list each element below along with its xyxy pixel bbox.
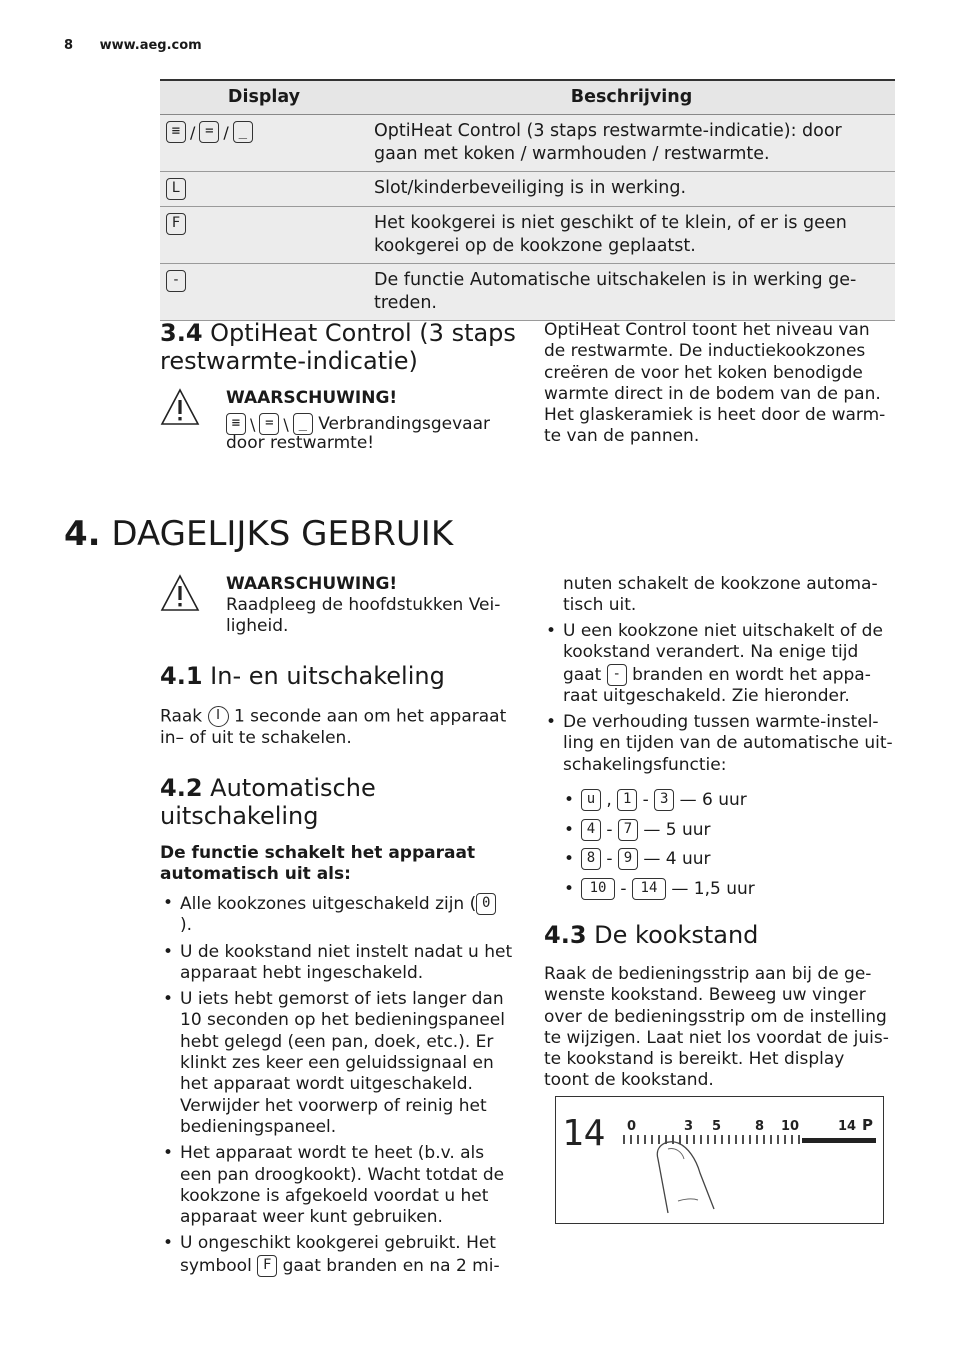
col-header-desc: Beschrijving xyxy=(368,80,895,114)
heat-high-icon: ≡ xyxy=(166,121,186,143)
site-url[interactable]: www.aeg.com xyxy=(99,38,202,53)
list-item: • Het apparaat wordt te heet (b.v. als een pan droogkookt). Wacht totdat de kookzone is afgekoeld voordat u het apparaat weer kunt gebruiken. xyxy=(162,1143,518,1228)
warning-triangle-icon xyxy=(160,574,200,612)
heat-mid-icon: = xyxy=(199,121,219,143)
control-strip-illustration xyxy=(555,1096,884,1224)
fingernail xyxy=(668,1148,684,1159)
row-description: Slot/kinderbeveiliging is in werking. xyxy=(368,171,895,206)
list-item: • U ongeschikt kookgerei gebruikt. Het symbool F gaat branden en na 2 mi- xyxy=(162,1233,518,1277)
row-description: De functie Automatische uitschakelen is in werking ge-treden. xyxy=(368,263,895,320)
list-item: • De verhouding tussen warmte-instel-ling en tijden van de automatische uit-schakelingsfunctie: xyxy=(545,712,895,776)
slider-ticks xyxy=(624,1135,799,1144)
heat-mid-icon: = xyxy=(259,413,279,435)
list-item: • U de kookstand niet instelt nadat u het apparaat hebt ingeschakeld. xyxy=(162,942,518,985)
warning-title: WAARSCHUWING! xyxy=(226,388,398,408)
display-table xyxy=(160,79,895,321)
chapter-heading: 4. DAGELIJKS GEBRUIK xyxy=(64,514,454,554)
page-number: 8 xyxy=(64,38,74,53)
list-item: • Alle kookzones uitgeschakeld zijn ( 0 ). xyxy=(162,893,518,937)
timing-item: • u , 1 - 3 — 6 uur xyxy=(563,786,883,816)
warning-text: Verbrandingsgevaar xyxy=(318,414,490,434)
timing-item: • 4 - 7 — 5 uur xyxy=(563,816,883,846)
power-button-icon: I xyxy=(208,706,229,727)
section-4-2-heading: 4.2 Automatische uitschakeling xyxy=(160,774,376,830)
heat-high-icon: ≡ xyxy=(226,413,246,435)
finger-outline xyxy=(657,1142,714,1213)
section-4-2-subtitle: De functie schakelt het apparaat automatisch uit als: xyxy=(160,843,476,884)
heat-low-icon: _ xyxy=(233,121,253,143)
dash-icon: - xyxy=(166,270,186,292)
scale-label: 14 xyxy=(838,1119,857,1134)
warning-triangle-icon xyxy=(160,388,200,426)
section-4-3-text: Raak de bedieningsstrip aan bij de ge-wenste kookstand. Beweeg uw vinger over de bedieningsstrip om de instelling te wijzigen. Laat niet los voordat de juis-te kookstand is bereikt. Het display toont de kookstand. xyxy=(544,964,889,1091)
dash-icon: - xyxy=(607,664,627,686)
scale-label: 3 xyxy=(684,1119,694,1134)
zero-icon: 0 xyxy=(476,893,496,915)
display-symbols: ≡ / = / _ xyxy=(160,114,368,171)
auto-off-list-cont xyxy=(545,621,895,781)
table-row xyxy=(160,114,895,171)
table-row xyxy=(160,206,895,263)
fault-f-icon: F xyxy=(257,1255,277,1277)
list-item: • U iets hebt gemorst of iets langer dan 10 seconden op het bedieningspaneel hebt gelegd (een pan, doek, etc.). Er klinkt zes keer een geluidssignaal en het apparaat wordt uitgeschakeld. Verwijder het voorwerp of reinig het bedieningspaneel. xyxy=(162,989,518,1138)
slider-filled-bar xyxy=(802,1138,876,1143)
warning-4 xyxy=(160,574,530,644)
control-strip-svg xyxy=(556,1097,882,1222)
scale-label: 0 xyxy=(627,1119,637,1134)
fault-f-icon: F xyxy=(166,213,186,235)
section-4-3-heading: 4.3 De kookstand xyxy=(544,921,759,949)
table-row xyxy=(160,263,895,320)
scale-label: 5 xyxy=(712,1119,722,1134)
continued-text: nuten schakelt de kookzone automa-tisch uit. xyxy=(563,574,878,616)
display-value: 14 xyxy=(562,1113,606,1154)
row-description: Het kookgerei is niet geschikt of te klein, of er is geen kookgerei op de kookzone geplaatst. xyxy=(368,206,895,263)
row-description: OptiHeat Control (3 staps restwarmte-indicatie): door gaan met koken / warmhouden / restwarmte. xyxy=(368,114,895,171)
warning-3-4: WAARSCHUWING! ≡ \ = \ _ Verbrandingsgevaar door restwarmte! xyxy=(160,388,530,458)
finger-crease xyxy=(678,1199,698,1201)
table-row xyxy=(160,171,895,206)
section-3-4-heading: 3.4 OptiHeat Control (3 staps restwarmte-indicatie) xyxy=(160,319,516,375)
scale-label: 10 xyxy=(781,1119,800,1134)
list-item: • U een kookzone niet uitschakelt of de kookstand verandert. Na enige tijd gaat - branden en wordt het appa-raat uitgeschakeld. Zie hieronder. xyxy=(545,621,895,707)
timing-item: • 8 - 9 — 4 uur xyxy=(563,845,883,875)
warning-title: WAARSCHUWING! xyxy=(226,574,398,594)
scale-label: P xyxy=(862,1116,873,1134)
section-4-1-text: Raak I 1 seconde aan om het apparaat in– of uit te schakelen. xyxy=(160,706,507,748)
lock-icon: L xyxy=(166,178,186,200)
col-header-display: Display xyxy=(160,80,368,114)
warning-text: Raadpleeg de hoofdstukken Vei-ligheid. xyxy=(226,595,501,636)
page-header xyxy=(64,38,202,53)
section-4-1-heading: 4.1 In- en uitschakeling xyxy=(160,662,445,690)
auto-off-list xyxy=(162,893,518,1282)
scale-label: 8 xyxy=(755,1119,765,1134)
heat-low-icon: _ xyxy=(293,413,313,435)
timing-item: • 10 - 14 — 1,5 uur xyxy=(563,875,883,905)
optiheat-description: OptiHeat Control toont het niveau van de restwarmte. De inductiekookzones creëren de voor het koken benodigde warmte direct in de bodem van de pan. Het glaskeramiek is heet door de warm-te van de pannen. xyxy=(544,320,886,447)
timing-list xyxy=(563,786,883,904)
